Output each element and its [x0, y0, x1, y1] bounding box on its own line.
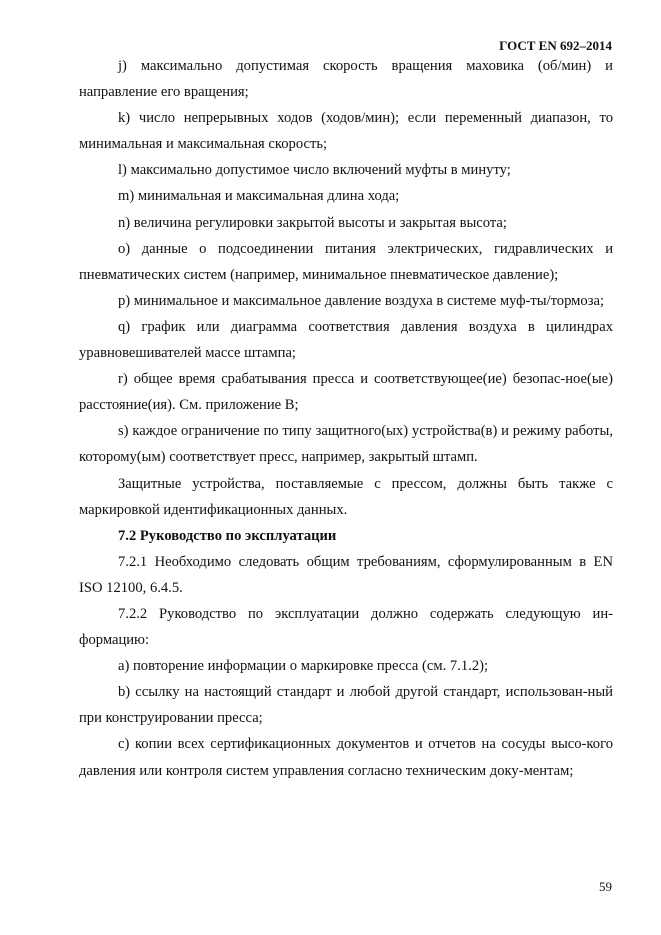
list-item-a: a) повторение информации о маркировке пресса (см. 7.1.2); [118, 658, 489, 675]
document-standard-header: ГОСТ EN 692–2014 [499, 38, 612, 53]
page-content [79, 53, 613, 784]
clause-7-2-1: 7.2.1 Необходимо следовать общим требованиям, сформулированным в EN ISO 12100, 6.4.5. [79, 553, 613, 596]
clause-7-2-2: 7.2.2 Руководство по эксплуатации должно содержать следующую ин-формацию: [79, 605, 613, 649]
protective-devices-paragraph: Защитные устройства, поставляемые с прессом, должны быть также с маркировкой идентификационных данных. [79, 475, 613, 518]
list-item-n: n) величина регулировки закрытой высоты и закрытая высота; [118, 214, 507, 231]
section-heading: 7.2 Руководство по эксплуатации [118, 527, 337, 544]
list-item-m: m) минимальная и максимальная длина хода; [118, 188, 400, 205]
list-item-o: o) данные о подсоединении питания электрических, гидравлических и пневматических систем (например, минимальное пневматическое давление); [79, 240, 613, 283]
list-item-j: j) максимально допустимая скорость вращения маховика (об/мин) и направление его вращения; [79, 58, 613, 101]
list-item-k: k) число непрерывных ходов (ходов/мин); если переменный диапазон, то минимальная и максимальная скорость; [79, 110, 613, 153]
list-item-q: q) график или диаграмма соответствия давления воздуха в цилиндрах уравновешивателей массе штампа; [79, 318, 613, 362]
list-item-r: r) общее время срабатывания пресса и соответствующее(ие) безопас-ное(ые) расстояние(ия). См. приложение В; [79, 371, 613, 414]
list-item-s: s) каждое ограничение по типу защитного(ых) устройства(в) и режиму работы, которому(ым) соответствует пресс, например, закрытый штамп. [79, 423, 613, 466]
page-number: 59 [599, 879, 612, 894]
list-item-c: c) копии всех сертификационных документов и отчетов на сосуды высо-кого давления или контроля систем управления согласно техническим доку-ментам; [79, 736, 613, 779]
list-item-l: l) максимально допустимое число включений муфты в минуту; [118, 162, 511, 179]
list-item-b: b) ссылку на настоящий стандарт и любой другой стандарт, использован-ный при конструировании пресса; [79, 684, 613, 727]
list-item-p: p) минимальное и максимальное давление воздуха в системе муф-ты/тормоза; [118, 292, 605, 309]
